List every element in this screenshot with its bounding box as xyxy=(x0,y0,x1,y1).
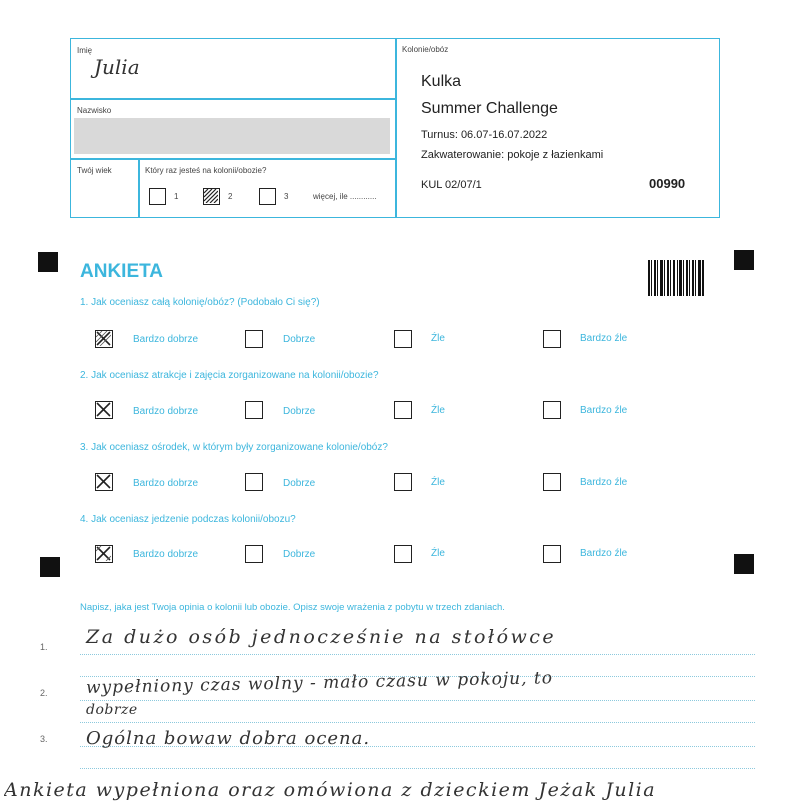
cross-check-icon xyxy=(96,546,111,561)
form-number: 00990 xyxy=(649,176,686,191)
q4-option-zle: Źle xyxy=(431,548,445,559)
kolonie-label: Kolonie/obóz xyxy=(402,45,449,54)
answer-2b[interactable]: dobrze xyxy=(86,702,138,718)
ktory-raz-option-more: więcej, ile ............ xyxy=(313,192,377,201)
turnus: Turnus: 06.07-16.07.2022 xyxy=(421,129,548,141)
q3-option-zle: Źle xyxy=(431,477,445,488)
q3-option-bardzo-zle: Bardzo źle xyxy=(580,477,628,488)
registration-marker-top-left xyxy=(38,252,58,272)
answer-line xyxy=(80,722,755,723)
header-divider-age xyxy=(138,158,140,218)
imie-label: Imię xyxy=(77,46,93,55)
registration-marker-bottom-right xyxy=(734,554,754,574)
answer-line xyxy=(80,768,755,769)
q1-option-dobrze: Dobrze xyxy=(283,334,316,345)
answer-1[interactable]: Za dużo osób jednocześnie na stołówce xyxy=(86,626,557,648)
q2-checkbox-bardzo-dobrze[interactable] xyxy=(95,401,113,419)
q1-option-zle: Źle xyxy=(431,333,445,344)
question-3: 3. Jak oceniasz ośrodek, w którym były zorganizowane kolonie/obóz? xyxy=(80,442,388,453)
camp-code: KUL 02/07/1 xyxy=(421,179,482,191)
q1-checkbox-bardzo-dobrze[interactable] xyxy=(95,330,113,348)
q4-checkbox-bardzo-zle[interactable] xyxy=(543,545,561,563)
zakwaterowanie: Zakwaterowanie: pokoje z łazienkami xyxy=(421,149,604,161)
q1-checkbox-zle[interactable] xyxy=(394,330,412,348)
barcode-icon xyxy=(648,260,704,296)
q2-checkbox-zle[interactable] xyxy=(394,401,412,419)
q2-option-zle: Źle xyxy=(431,405,445,416)
q1-option-bardzo-dobrze: Bardzo dobrze xyxy=(133,334,199,345)
q3-option-bardzo-dobrze: Bardzo dobrze xyxy=(133,478,199,489)
camp-name-line2: Summer Challenge xyxy=(421,100,558,117)
ktory-raz-option-3: 3 xyxy=(284,192,289,201)
answer-3[interactable]: Ogólna bowaw dobra ocena. xyxy=(86,728,371,749)
opinion-prompt: Napisz, jaka jest Twoja opinia o kolonii lub obozie. Opisz swoje wrażenia z pobytu w trzech zdaniach. xyxy=(80,602,505,613)
cross-check-icon xyxy=(96,331,111,346)
q4-option-bardzo-zle: Bardzo źle xyxy=(580,548,628,559)
nazwisko-label: Nazwisko xyxy=(77,106,112,115)
question-4: 4. Jak oceniasz jedzenie podczas kolonii/obozu? xyxy=(80,514,296,525)
q2-option-bardzo-dobrze: Bardzo dobrze xyxy=(133,406,199,417)
answer-2a[interactable]: wypełniony czas wolny - mało czasu w pokoju, to xyxy=(85,668,554,698)
wiek-label: Twój wiek xyxy=(77,166,112,175)
header-divider-2 xyxy=(70,158,396,160)
q3-checkbox-zle[interactable] xyxy=(394,473,412,491)
q4-option-bardzo-dobrze: Bardzo dobrze xyxy=(133,549,199,560)
cross-check-icon xyxy=(96,474,111,489)
ktory-raz-checkbox-3[interactable] xyxy=(259,188,276,205)
q2-checkbox-dobrze[interactable] xyxy=(245,401,263,419)
header-divider-1 xyxy=(70,98,396,100)
footer-handwritten-note: Ankieta wypełniona oraz omówiona z dzieckiem Jeżak Julia xyxy=(4,779,657,801)
q1-checkbox-dobrze[interactable] xyxy=(245,330,263,348)
line-number-3: 3. xyxy=(40,734,48,744)
q1-option-bardzo-zle: Bardzo źle xyxy=(580,333,628,344)
q4-checkbox-dobrze[interactable] xyxy=(245,545,263,563)
q3-checkbox-dobrze[interactable] xyxy=(245,473,263,491)
q4-checkbox-bardzo-dobrze[interactable] xyxy=(95,545,113,563)
q3-checkbox-bardzo-dobrze[interactable] xyxy=(95,473,113,491)
answer-line xyxy=(80,700,755,701)
q3-checkbox-bardzo-zle[interactable] xyxy=(543,473,561,491)
imie-value[interactable]: Julia xyxy=(94,55,140,79)
q2-checkbox-bardzo-zle[interactable] xyxy=(543,401,561,419)
ktory-raz-checkbox-1[interactable] xyxy=(149,188,166,205)
hatched-check-icon xyxy=(204,189,218,203)
survey-title: ANKIETA xyxy=(80,261,164,282)
redacted-surname xyxy=(74,118,390,154)
q4-option-dobrze: Dobrze xyxy=(283,549,316,560)
answer-line xyxy=(80,654,755,655)
question-1: 1. Jak oceniasz całą kolonię/obóz? (Podobało Ci się?) xyxy=(80,297,320,308)
question-2: 2. Jak oceniasz atrakcje i zajęcia zorganizowane na kolonii/obozie? xyxy=(80,370,379,381)
line-number-1: 1. xyxy=(40,642,48,652)
ktory-raz-option-2: 2 xyxy=(228,192,233,201)
cross-check-icon xyxy=(96,402,111,417)
ktory-raz-option-1: 1 xyxy=(174,192,179,201)
q1-checkbox-bardzo-zle[interactable] xyxy=(543,330,561,348)
header-divider-vertical xyxy=(395,38,397,218)
line-number-2: 2. xyxy=(40,688,48,698)
q4-checkbox-zle[interactable] xyxy=(394,545,412,563)
q3-option-dobrze: Dobrze xyxy=(283,478,316,489)
camp-name-line1: Kulka xyxy=(421,73,462,90)
ktory-raz-checkbox-2[interactable] xyxy=(203,188,220,205)
q2-option-bardzo-zle: Bardzo źle xyxy=(580,405,628,416)
ktory-raz-label: Który raz jesteś na kolonii/obozie? xyxy=(145,166,267,175)
registration-marker-bottom-left xyxy=(40,557,60,577)
registration-marker-top-right xyxy=(734,250,754,270)
q2-option-dobrze: Dobrze xyxy=(283,406,316,417)
